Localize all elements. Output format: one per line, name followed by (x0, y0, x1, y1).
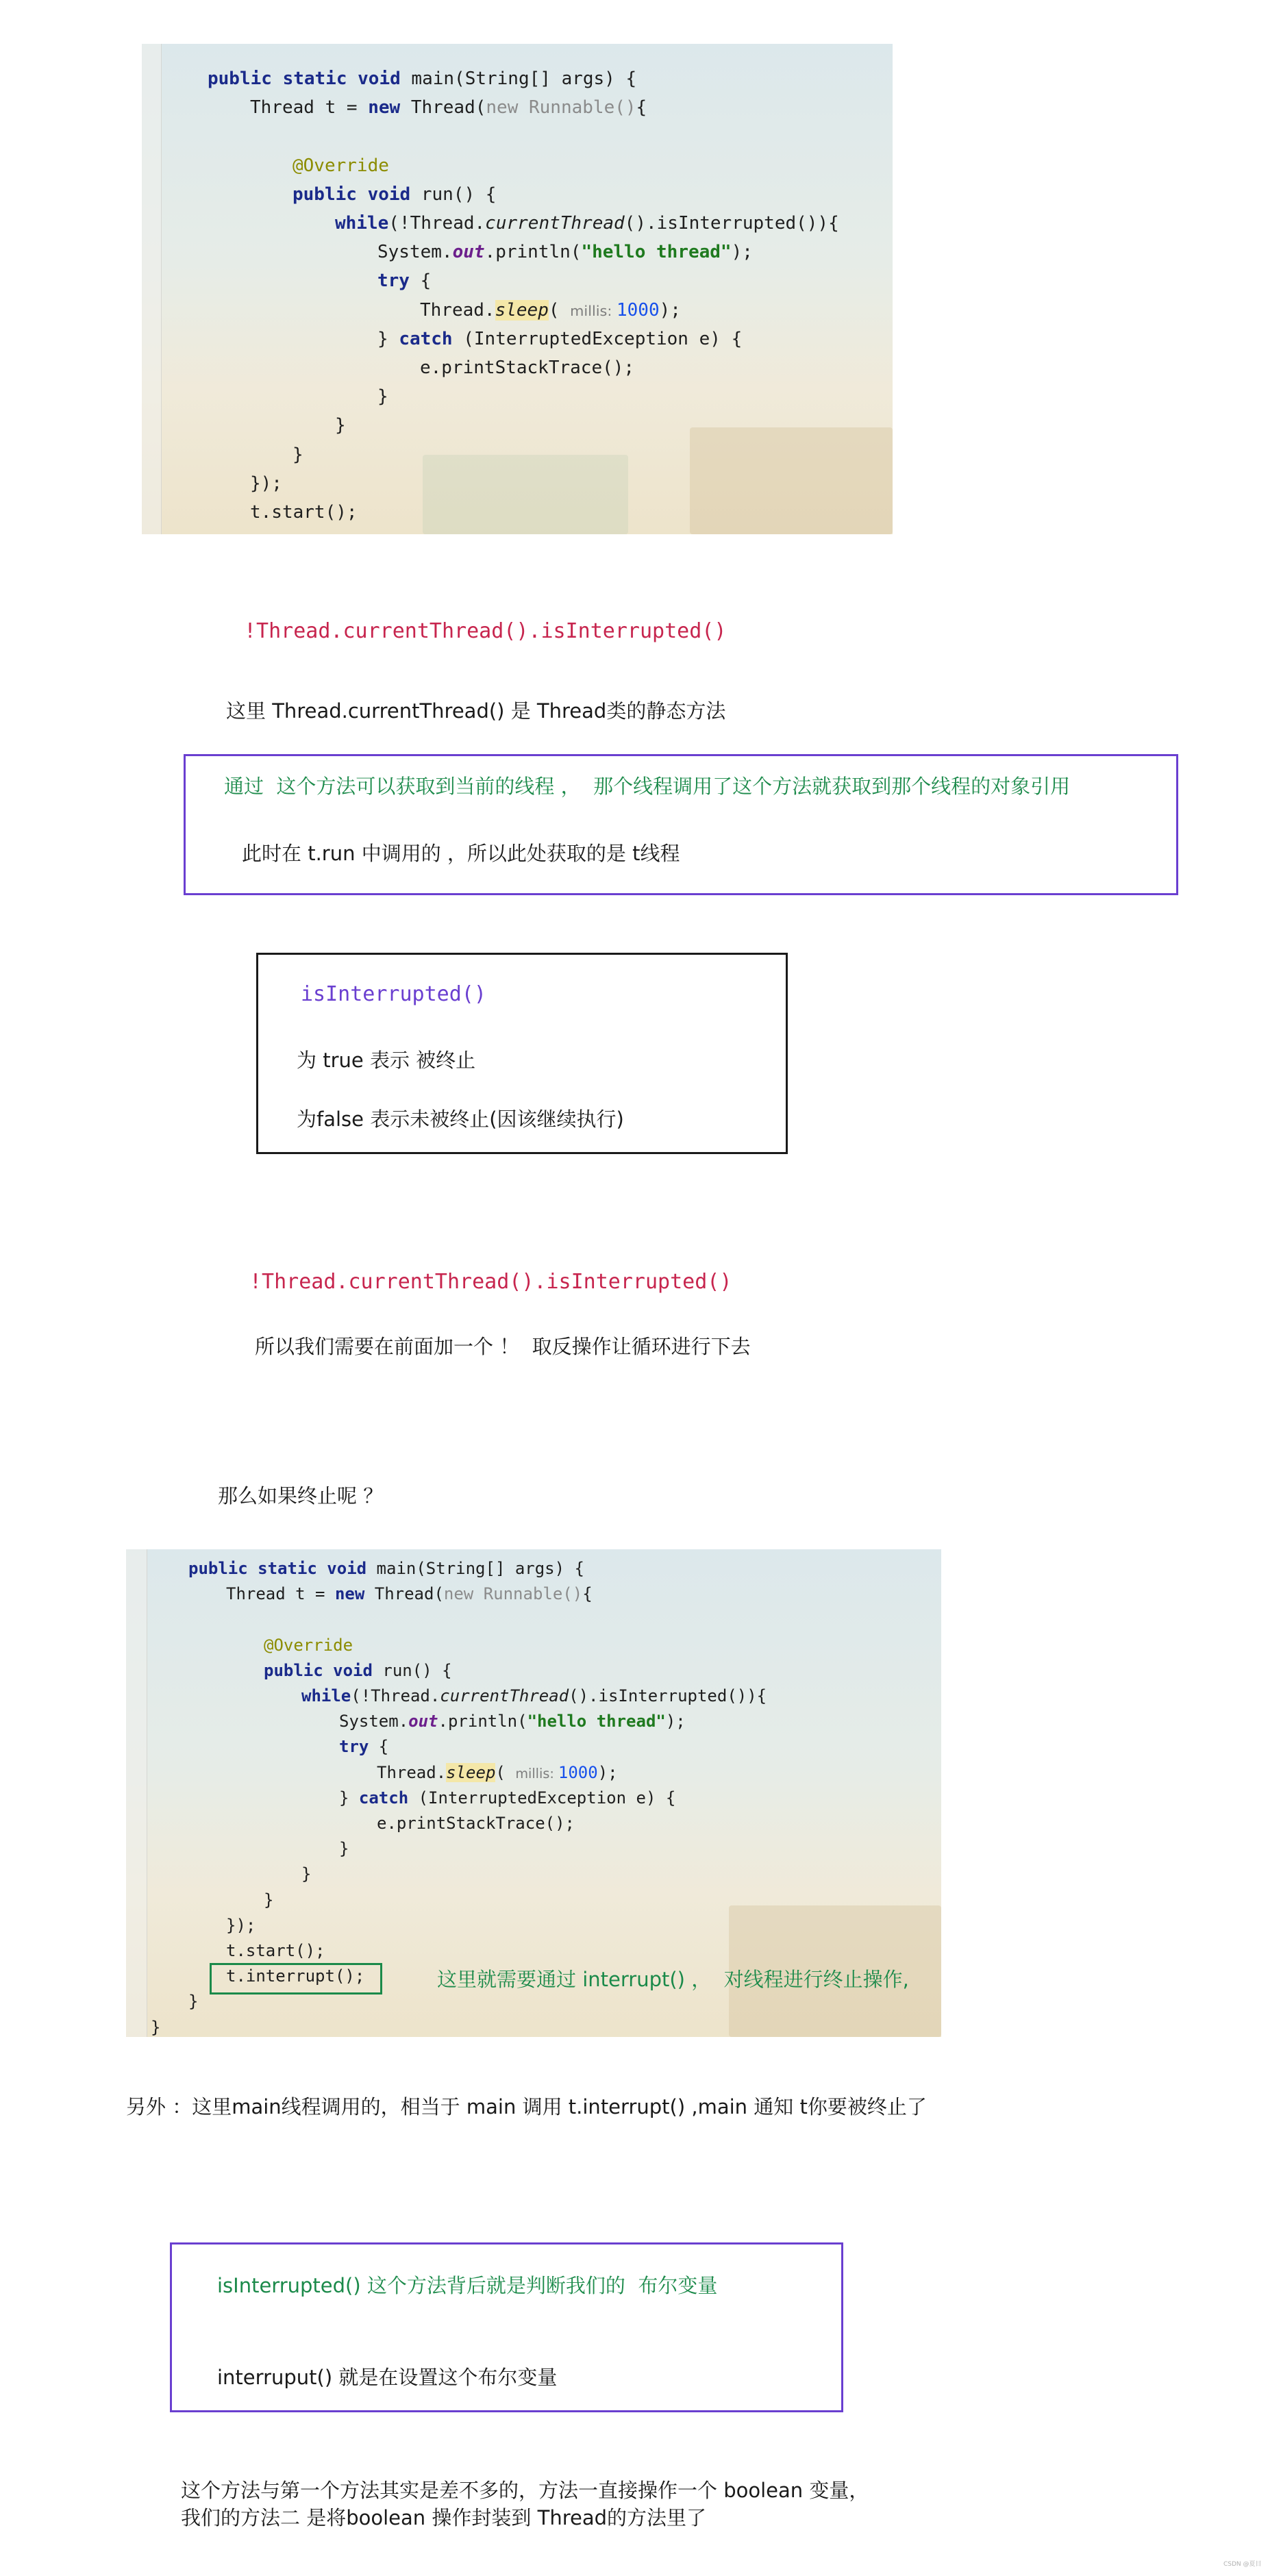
code-token: } (188, 1992, 199, 2012)
code-token: "hello thread" (527, 1712, 666, 1731)
code-token: currentThread (485, 213, 625, 234)
interrupt-annotation: 这里就需要通过 interrupt() ， 对线程进行终止操作, (437, 1968, 909, 1991)
code-line (420, 300, 681, 321)
how-to-stop-question: 那么如果终止呢 ？ (218, 1484, 384, 1508)
code-token: }); (250, 473, 282, 494)
code-token: millis: (570, 302, 617, 319)
summary-line-1: 这个方法与第一个方法其实是差不多的，方法一直接操作一个 boolean 变量， (181, 2479, 869, 2502)
code-line (188, 1992, 198, 2011)
code-token: new Runnable() (443, 1584, 583, 1604)
code-token: new (334, 1584, 375, 1604)
is-interrupted-boolean-note: isInterrupted() 这个方法背后就是判断我们的 布尔变量 (217, 2274, 718, 2297)
code-line (377, 1814, 575, 1833)
code-token: try (377, 271, 421, 292)
code-token: sleep (446, 1762, 496, 1782)
code-token: (!Thread. (351, 1686, 440, 1705)
code-token: while (301, 1686, 351, 1705)
code-token: ); (597, 1762, 618, 1782)
code-token: public static void (188, 1559, 377, 1578)
is-interrupted-box (256, 953, 788, 1154)
background-window (690, 427, 893, 534)
code-line (226, 1941, 325, 1960)
code-token: } (339, 1839, 349, 1859)
code-token: } (151, 2017, 161, 2037)
code-line (293, 155, 389, 176)
code-token: catch (358, 1788, 419, 1808)
code-line (264, 1636, 353, 1655)
code-line (226, 1584, 593, 1603)
code-token: new Runnable() (486, 97, 636, 118)
code-line (151, 2018, 160, 2037)
code-token: } (377, 386, 388, 408)
code-token: run() { (421, 184, 497, 205)
code-line (208, 68, 636, 89)
code-token: run() { (382, 1660, 452, 1680)
code-token: @Override (264, 1635, 353, 1655)
main-thread-note: 另外 ：这里main线程调用的，相当于 main 调用 t.interrupt() ,main 通知 t你要被终止了 (126, 2095, 927, 2118)
code-token: { (582, 1584, 593, 1604)
current-thread-explanation: 通过 这个方法可以获取到当前的线程 ， 那个线程调用了这个方法就获取到那个线程的对象引用 (224, 775, 1071, 798)
code-token: } (301, 1864, 312, 1884)
code-gutter (142, 44, 162, 534)
code-token: currentThread (440, 1686, 569, 1705)
code-token: System. (339, 1712, 409, 1731)
code-token: public void (293, 184, 421, 205)
false-meaning: 为false 表示未被终止(因该继续执行) (297, 1108, 624, 1131)
code-line (301, 1686, 767, 1705)
code-token: out (452, 242, 485, 263)
code-token: Thread. (377, 1762, 447, 1782)
code-line (377, 271, 431, 291)
code-token: } (377, 328, 399, 349)
code-token: ().isInterrupted()){ (624, 213, 839, 234)
code-token: t.start(); (250, 502, 358, 523)
negate-note: 所以我们需要在前面加一个 ！ 取反操作让循环进行下去 (255, 1335, 751, 1358)
code-line (226, 1916, 256, 1935)
code-token: Thread t = (250, 97, 369, 118)
code-token: t.start(); (226, 1941, 325, 1960)
code-line (188, 1559, 584, 1578)
code-line (339, 1788, 675, 1808)
code-line (420, 358, 634, 378)
static-method-note: 这里 Thread.currentThread() 是 Thread类的静态方法 (226, 699, 726, 723)
code-line (293, 445, 303, 465)
code-line (293, 184, 496, 205)
code-token: public static void (208, 68, 412, 89)
code-token: (InterruptedException e) { (418, 1788, 676, 1808)
code-token: catch (399, 328, 464, 349)
code-screenshot-1 (142, 44, 893, 534)
code-token: .println( (438, 1712, 527, 1731)
code-token: e.printStackTrace(); (377, 1814, 575, 1833)
code-token: Thread. (420, 299, 495, 321)
code-token: ( (495, 1762, 516, 1782)
code-token: main(String[] args) { (376, 1559, 584, 1578)
code-token: (InterruptedException e) { (463, 328, 743, 349)
interrupt-highlight-box (210, 1963, 382, 1994)
code-token: ); (665, 1712, 686, 1731)
t-run-note: 此时在 t.run 中调用的 ，所以此处获取的是 t线程 (242, 842, 680, 865)
code-token: main(String[] args) { (411, 68, 637, 89)
code-token: } (335, 415, 346, 436)
code-token: { (378, 1737, 389, 1757)
code-token: out (408, 1712, 438, 1731)
code-token: } (293, 444, 303, 465)
code-line (377, 1763, 618, 1782)
code-token: } (339, 1788, 359, 1808)
code-line (301, 1864, 311, 1884)
true-meaning: 为 true 表示 被终止 (297, 1049, 476, 1072)
code-token: "hello thread" (581, 242, 732, 263)
expression-not-interrupted: !Thread.currentThread().isInterrupted() (244, 619, 727, 643)
code-line (377, 386, 388, 407)
code-token: public void (264, 1660, 383, 1680)
current-thread-explanation-box (184, 754, 1178, 895)
is-interrupted-title: isInterrupted() (301, 982, 486, 1006)
code-line (335, 415, 346, 436)
code-token: ); (659, 299, 681, 321)
code-token: ); (731, 242, 753, 263)
code-token: millis: (515, 1765, 558, 1781)
code-line (339, 1737, 388, 1756)
code-token: e.printStackTrace(); (420, 358, 635, 378)
code-token: } (264, 1890, 274, 1910)
code-token: 1000 (558, 1762, 598, 1782)
expression-not-interrupted-2: !Thread.currentThread().isInterrupted() (249, 1270, 732, 1294)
code-line (377, 329, 742, 349)
code-line (250, 502, 358, 523)
code-line (250, 97, 647, 118)
code-token: t.interrupt(); (226, 1966, 365, 1986)
code-token: Thread( (410, 97, 486, 118)
code-line (335, 213, 839, 234)
summary-line-2: 我们的方法二 是将boolean 操作封装到 Thread的方法里了 (181, 2506, 706, 2529)
code-line (250, 473, 282, 494)
code-token: new (368, 97, 411, 118)
code-token: ( (548, 299, 571, 321)
code-token: 1000 (617, 299, 660, 321)
boolean-variable-box (170, 2242, 843, 2412)
code-line (264, 1890, 273, 1910)
code-token: }); (226, 1915, 256, 1935)
code-token: .println( (484, 242, 582, 263)
background-window (423, 455, 628, 534)
code-token: Thread t = (226, 1584, 335, 1604)
code-token: (!Thread. (388, 213, 486, 234)
interrupt-sets-boolean-note: interruput() 就是在设置这个布尔变量 (217, 2366, 558, 2389)
watermark: CSDN @夏目 (1223, 2561, 1262, 2568)
code-token: sleep (495, 299, 549, 321)
code-token: ().isInterrupted()){ (569, 1686, 767, 1705)
code-gutter (126, 1549, 147, 2037)
code-token: while (335, 213, 389, 234)
code-line (377, 242, 753, 262)
code-token: Thread( (374, 1584, 444, 1604)
code-token: @Override (293, 155, 389, 176)
code-token: System. (377, 242, 453, 263)
code-token: try (339, 1737, 379, 1757)
code-token: { (420, 271, 432, 292)
code-line (339, 1712, 686, 1731)
code-line (339, 1839, 349, 1858)
code-line (264, 1661, 452, 1680)
code-token: { (636, 97, 647, 118)
